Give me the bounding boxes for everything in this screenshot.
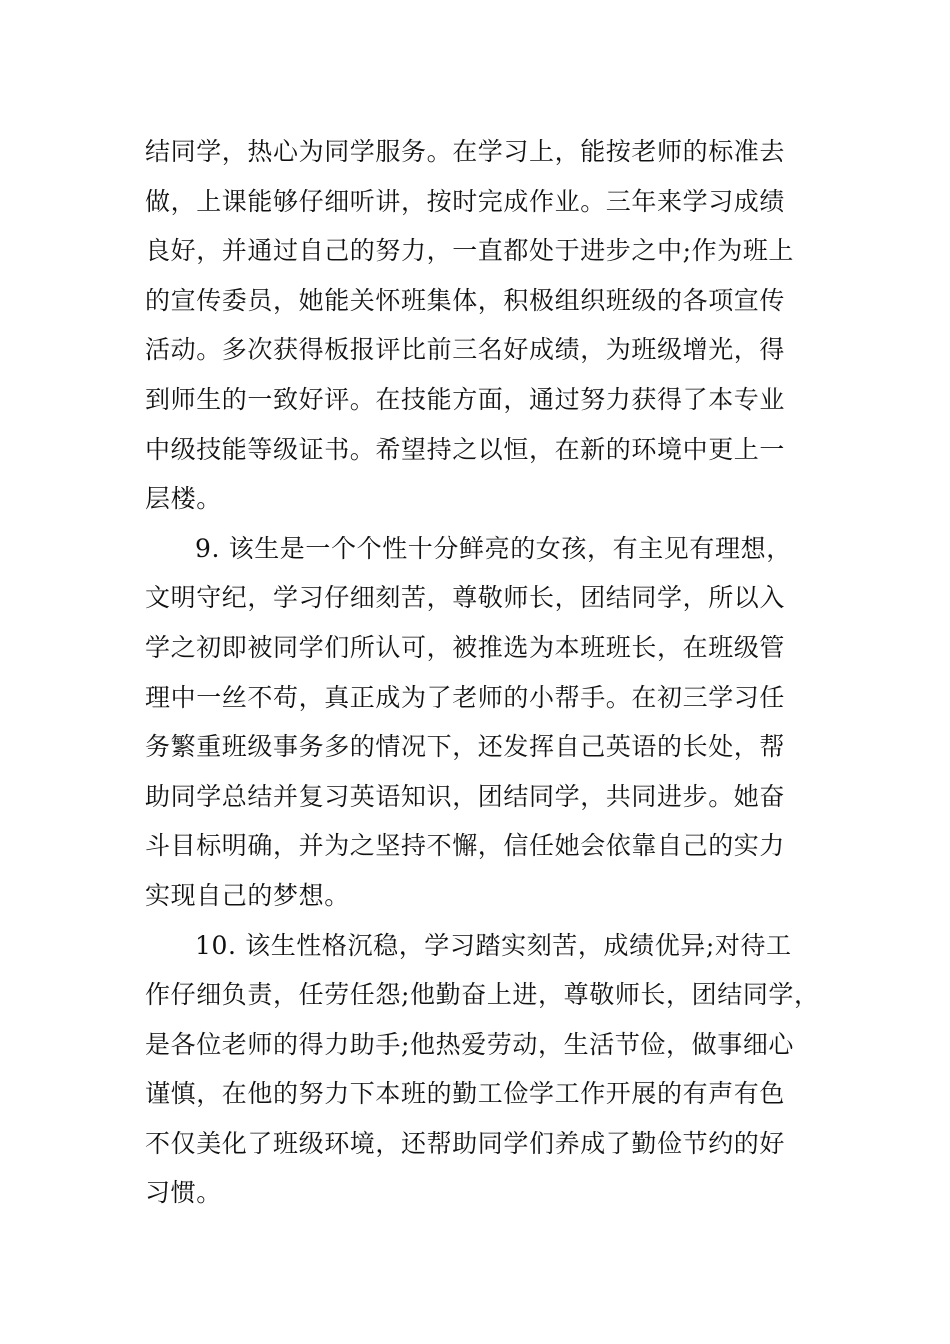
text-line: 务繁重班级事务多的情况下，还发挥自己英语的长处，帮 xyxy=(145,732,786,762)
text-line: 作仔细负责，任劳任怨;他勤奋上进，尊敬师长，团结同学， xyxy=(145,980,820,1010)
text-line: 学之初即被同学们所认可，被推选为本班班长，在班级管 xyxy=(145,632,786,662)
text-line: 谨慎，在他的努力下本班的勤工俭学工作开展的有声有色 xyxy=(145,1079,786,1109)
text-line: 的宣传委员，她能关怀班集体，积极组织班级的各项宣传 xyxy=(145,285,786,315)
text-line: 是各位老师的得力助手;他热爱劳动，生活节俭，做事细心 xyxy=(145,1029,795,1059)
text-line: 文明守纪，学习仔细刻苦，尊敬师长，团结同学，所以入 xyxy=(145,583,786,613)
text-line: 10. 该生性格沉稳，学习踏实刻苦，成绩优异;对待工 xyxy=(195,930,792,960)
paragraph-9 xyxy=(145,524,825,921)
text-line: 结同学，热心为同学服务。在学习上，能按老师的标准去 xyxy=(145,137,786,166)
text-line: 活动。多次获得板报评比前三名好成绩，为班级增光，得 xyxy=(145,335,786,365)
document-body xyxy=(145,127,825,1218)
text-line: 斗目标明确，并为之坚持不懈，信任她会依靠自己的实力 xyxy=(145,831,786,861)
text-line: 到师生的一致好评。在技能方面，通过努力获得了本专业 xyxy=(145,384,786,414)
text-line: 层楼。 xyxy=(145,484,222,514)
text-line: 助同学总结并复习英语知识，团结同学，共同进步。她奋 xyxy=(145,781,786,811)
paragraph-10 xyxy=(145,921,825,1219)
text-line: 做，上课能够仔细听讲，按时完成作业。三年来学习成绩 xyxy=(145,186,786,216)
text-line: 中级技能等级证书。希望持之以恒，在新的环境中更上一 xyxy=(145,434,786,464)
text-line: 9. 该生是一个个性十分鲜亮的女孩，有主见有理想， xyxy=(195,533,792,563)
text-line: 习惯。 xyxy=(145,1178,222,1208)
text-line: 良好，并通过自己的努力，一直都处于进步之中;作为班上 xyxy=(145,236,795,266)
text-line: 实现自己的梦想。 xyxy=(145,880,350,910)
paragraph-8 xyxy=(145,127,825,524)
text-line: 理中一丝不苟，真正成为了老师的小帮手。在初三学习任 xyxy=(145,682,786,712)
text-line: 不仅美化了班级环境，还帮助同学们养成了勤俭节约的好 xyxy=(145,1128,786,1158)
